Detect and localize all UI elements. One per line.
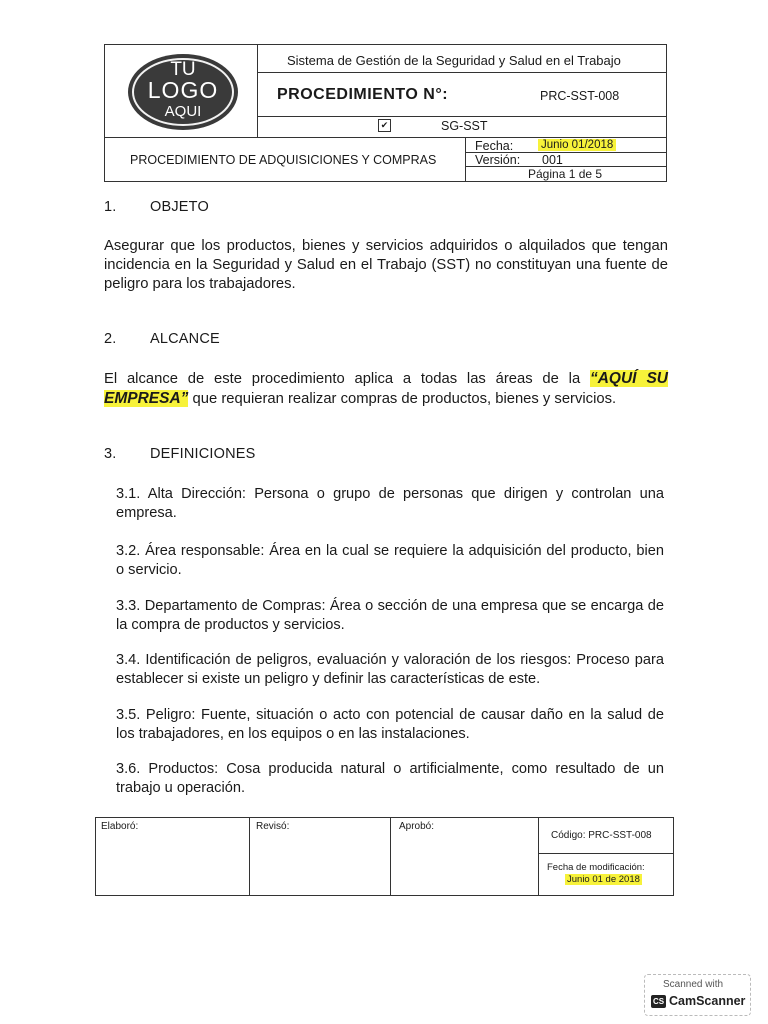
scanned-with-label: Scanned with <box>663 979 724 990</box>
system-title: Sistema de Gestión de la Seguridad y Salud en el Trabajo <box>287 53 621 68</box>
version-label: Versión: <box>475 153 521 167</box>
footer-fecha-label: Fecha de modificación: <box>547 862 645 873</box>
company-placeholder: “AQUÍ SU EMPRESA” <box>104 370 668 407</box>
section-1-number: 1. <box>104 199 117 215</box>
camscanner-logo-icon <box>651 995 666 1008</box>
section-2-text-b: que requieran realizar compras de productos, bienes y servicios. <box>192 391 617 407</box>
procedure-label: PROCEDIMIENTO N°: <box>277 86 449 103</box>
document-header <box>104 44 667 182</box>
section-2-text <box>104 369 668 409</box>
procedure-code: PRC-SST-008 <box>540 89 620 103</box>
definition-3-5: 3.5. Peligro: Fuente, situación o acto con potencial de causar daño en la salud de los trabajadores, en los equipos o en las instalaciones. <box>116 707 664 742</box>
fecha-value: Junio 01/2018 <box>538 139 616 151</box>
elaboro-label: Elaboró: <box>101 821 139 832</box>
section-2-number: 2. <box>104 331 117 347</box>
logo-text-1: TU <box>170 59 196 80</box>
version-value: 001 <box>542 153 563 167</box>
logo-text-3: AQUI <box>164 103 202 120</box>
section-2-title: ALCANCE <box>150 331 220 347</box>
definition-3-6: 3.6. Productos: Cosa producida natural o artificialmente, como resultado de un trabajo u operación. <box>116 761 664 796</box>
camscanner-badge-text: CS <box>652 997 665 1006</box>
sg-sst-label: SG-SST <box>441 119 488 133</box>
definition-3-1: 3.1. Alta Dirección: Persona o grupo de personas que dirigen y controlan una empresa. <box>116 486 664 521</box>
footer-fecha-value: Junio 01 de 2018 <box>567 874 640 885</box>
checkbox-checked <box>378 119 391 132</box>
definition-3-3: 3.3. Departamento de Compras: Área o sección de una empresa que se encarga de la compra de productos y servicios. <box>116 598 664 633</box>
reviso-label: Revisó: <box>256 821 290 832</box>
definition-3-2: 3.2. Área responsable: Área en la cual se requiere la adquisición del producto, bien o servicio. <box>116 543 664 578</box>
check-icon: ✔ <box>380 120 389 130</box>
camscanner-watermark <box>644 974 751 1016</box>
aprobo-label: Aprobó: <box>399 821 435 832</box>
section-1-title: OBJETO <box>150 199 209 215</box>
section-2-text-a: El alcance de este procedimiento aplica a todas las áreas de la <box>104 371 581 387</box>
section-1-text: Asegurar que los productos, bienes y servicios adquiridos o alquilados que tengan incidencia en la Seguridad y Salud en el Trabajo (SST) no constituyan una fuente de peligro para los trabajadores. <box>104 238 668 292</box>
section-3-number: 3. <box>104 446 117 462</box>
document-title: PROCEDIMIENTO DE ADQUISICIONES Y COMPRAS <box>130 153 437 167</box>
camscanner-brand: CamScanner <box>669 994 746 1008</box>
section-3-title: DEFINICIONES <box>150 446 256 462</box>
page-number: Página 1 de 5 <box>528 167 603 181</box>
document-footer <box>95 817 674 896</box>
logo-text-2: LOGO <box>147 77 219 103</box>
definition-3-4: 3.4. Identificación de peligros, evaluación y valoración de los riesgos: Proceso para establecer si existe un peligro y definir las características de este. <box>116 652 664 687</box>
fecha-label: Fecha: <box>475 139 514 153</box>
footer-code: Código: PRC-SST-008 <box>551 830 652 841</box>
